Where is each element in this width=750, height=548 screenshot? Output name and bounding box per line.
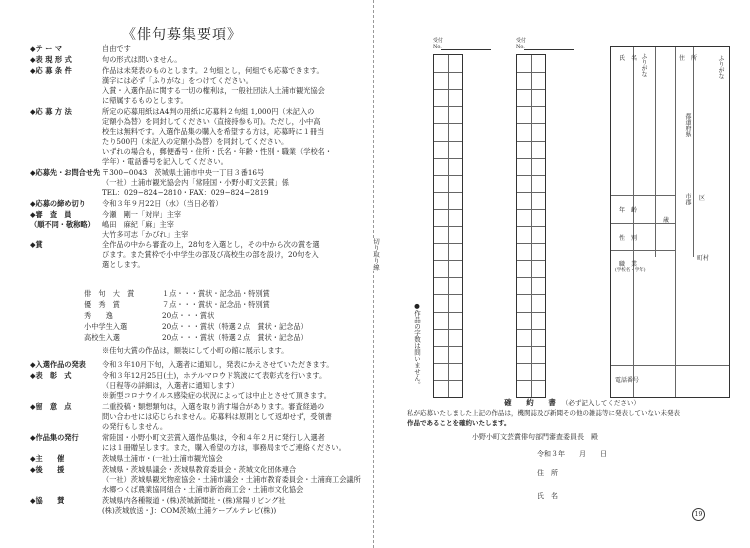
requirement-label: ◆賞 [30,240,43,249]
prefecture-label: 都道府県 [684,113,691,137]
requirement-value [102,55,370,65]
receipt-line [441,49,491,50]
requirement-line: 茨城県内各種報道・(株)茨城新聞社・(株)常陽リビング社 [102,496,286,505]
prize-detail: １点・・・賞状・記念品・特別賞 [162,289,270,298]
receipt-line-2 [524,49,574,50]
consent-section [407,398,737,428]
prize-name: 小中学生入選 [84,322,128,331]
requirement-line: 問い合わせには応じられません。応募料は原則として返却せず，受領書 [102,412,332,421]
requirement-line: たり500円（未記入の定額小為替）を同封してください。 [102,137,289,146]
requirement-value [102,402,370,432]
requirement-line: 常陸国・小野小町文芸賞入選作品集は，令和４年２月に発行し入選者 [102,433,325,442]
prize-detail: 20点・・・賞状（特選２点 賞状・記念品） [162,333,308,342]
page-number: 19 [692,508,705,521]
requirement-line: 令和３年12月25日(土)，ホテルマロウド筑波にて表彰式を行います。 [102,371,327,380]
requirement-value [102,454,370,464]
requirement-line: 令和３年９月22日（水）（当日必着） [102,199,223,208]
requirement-label: ◆主 催 [30,454,65,463]
prize-row [84,310,214,321]
requirement-value [102,465,370,495]
phone-label: 電話番号 [615,377,640,384]
consent-address[interactable]: 住 所 [537,469,558,477]
requirement-value [102,360,370,370]
requirement-label: ◆留 意 点 [30,402,72,411]
haiku-grid-1[interactable] [433,54,463,398]
name-label: 氏 名 [619,55,638,62]
requirement-label: ◆入選作品の発表 [30,360,86,369]
requirement-value [102,240,370,270]
receipt-no-2: No. [516,44,525,50]
haiku-grid-2[interactable] [516,54,546,398]
requirement-line: 水郷つくば農業協同組合・土浦市新治商工会・土浦市文化協会 [102,485,304,494]
consent-body-1: 私が応募いたしました上記の作品は，機関誌及び新聞その他の雑誌等に発表していない未発表 [407,409,680,417]
prize-row [84,288,270,299]
prize-name: 高校生入選 [84,333,120,342]
requirement-label: ◆応募先・お問合せ先 [30,168,101,177]
furigana-label-2: ふりがな [717,55,724,79]
grand-prize-note: ※佳句大賞の作品は，額装にして小町の館に展示します。 [102,346,289,355]
requirement-line: 定額小為替）を同封してください（直接持参も可)。ただし，小中高 [102,117,321,126]
receipt-label-2: 受付 [516,38,527,44]
furigana-label: ふりがな [640,53,647,77]
prize-row [84,332,308,343]
requirement-label: ◆テ ー マ [30,44,63,53]
entry-form[interactable] [610,46,730,398]
prize-detail: 20点・・・賞状 [162,311,215,320]
requirement-line: 学年）・電話番号を記入してください。 [102,157,228,166]
city-label: 市郡 [684,193,691,205]
requirement-label: ◆表 彰 式 [30,371,72,380]
requirement-line: 茨城県・茨城県議会・茨城県教育委員会・茨城文化団体連合 [102,465,297,474]
requirement-line: 今瀬 剛一「対岸」主宰 [102,210,182,219]
grid-center-line [531,55,532,397]
requirement-label: ◆協 賛 [30,496,65,505]
requirement-line: 入賞・入選作品に関する一切の権利は，一般社団法人土浦市観光協会 [102,86,325,95]
requirement-line: の発行もしません。 [102,422,168,431]
requirement-line: 嶋田 麻紀「麻」主宰 [102,220,174,229]
page-title: 《俳句募集要項》 [122,27,242,43]
requirement-label: （順不同・敬称略） [30,220,95,229]
addressee: 小野小町文芸賞俳句部門審査委員長 殿 [472,433,598,441]
requirement-line: 選とします。 [102,260,145,269]
age-unit: 歳 [663,217,670,224]
town-label: 町村 [697,255,710,262]
prize-row [84,299,270,310]
prize-name: 俳 句 大 賞 [84,289,135,298]
prize-detail: ７点・・・賞状・記念品・特別賞 [162,300,270,309]
requirement-line: 茨城県土浦市・(一社)土浦市観光協会 [102,454,223,463]
consent-title: 確 約 書（必ず記入してください） [504,398,640,407]
requirement-value [102,199,370,209]
requirement-value [102,210,370,220]
requirement-label: ◆応募の締め切り [30,199,86,208]
requirement-value [102,168,370,198]
requirement-label: ◆作品集の発行 [30,433,79,442]
requirement-line: 大竹多可志「かびれ」主宰 [102,230,189,239]
grid-center-line [448,55,449,397]
requirement-line: いずれの場合も，郵便番号・住所・氏名・年齢・性別・職業（学校名・ [102,147,333,156]
requirement-line: （一社）土浦市観光協会内「常陸国・小野小町文芸賞」係 [102,178,289,187]
consent-name[interactable]: 氏 名 [537,492,558,500]
requirement-value [102,66,370,106]
receipt-no: No. [433,44,442,50]
requirement-line: 二重投稿・類想類句は，入選を取り消す場合があります。審査経過の [102,402,325,411]
consent-date[interactable]: 令和３年 月 日 [537,450,607,458]
requirement-line: (株)茨城放送・J：COM茨城(土浦ケーブルテレビ(株)) [102,506,277,515]
requirement-line: 令和３年10月下旬，入選者に通知し，発表にかえさせていただきます。 [102,360,334,369]
receipt-label: 受付 [433,38,444,44]
requirement-line: びます。また賞枠で小中学生の部及び高校生の部を設け，20句を入 [102,250,319,259]
requirement-line: TEL：029−824−2810・FAX：029−824−2819 [102,188,269,197]
sex-label: 性 別 [619,235,638,242]
requirement-line: 校生は無料です。入選作品集の購入を希望する方は，応募時に１冊当 [102,127,325,136]
grid-note: ●作品の字数は問いません。 [413,302,421,388]
requirement-value [102,433,370,453]
prize-row [84,321,308,332]
prize-name: 秀 逸 [84,311,113,320]
requirement-label: ◆後 援 [30,465,65,474]
requirement-line: 〒300−0043 茨城県土浦市中央一丁目３番16号 [102,168,265,177]
requirement-value [102,44,370,54]
requirement-label: ◆応 募 方 法 [30,107,72,116]
requirement-line: ※新型コロナウイルス感染症の状況によっては中止とさせて頂きます。 [102,391,331,400]
requirement-label: ◆審 査 員 [30,210,72,219]
requirement-value [102,371,370,401]
job-sub-label: (学校名・学年) [615,268,646,273]
requirement-label: ◆応 募 条 件 [30,66,72,75]
requirement-line: 所定の応募用紙はA4判の用紙に応募料２句組 1,000円（未記入の [102,107,315,116]
requirement-line: （日程等の詳細は，入選者に通知します） [102,381,239,390]
prize-name: 優 秀 賞 [84,300,120,309]
requirement-line: 全作品の中から審査の上，28句を入選とし，その中から次の賞を選 [102,240,320,249]
requirement-value [102,496,370,516]
requirement-value [102,107,370,167]
consent-body-2: 作品であることを確約いたします。 [407,419,511,427]
requirement-line: 自由です [102,44,131,53]
ward-label: 区 [699,195,706,202]
requirement-value [102,220,370,240]
fold-line [373,0,374,548]
address-label: 住 所 [679,55,698,62]
requirement-line: 漢字には必ず「ふりがな」をつけてください。 [102,76,253,85]
job-label: 職 業 [619,261,638,268]
requirement-line: に帰属するものとします。 [102,96,188,105]
requirement-line: には１冊贈呈します。また，購入希望の方は，事務局までご連絡ください。 [102,443,346,452]
requirement-line: 作品は未発表のものとします。２句組とし，何組でも応募できます。 [102,66,324,75]
cut-line-label: 切り取り線 [366,238,382,271]
age-label: 年 齢 [619,207,638,214]
requirement-label: ◆表 現 形 式 [30,55,72,64]
prize-detail: 20点・・・賞状（特選２点 賞状・記念品） [162,322,308,331]
requirement-line: （一社）茨城県観光物産協会・土浦市議会・土浦市教育委員会・土浦商工会議所 [102,475,361,484]
requirement-line: 句の形式は問いません。 [102,55,182,64]
